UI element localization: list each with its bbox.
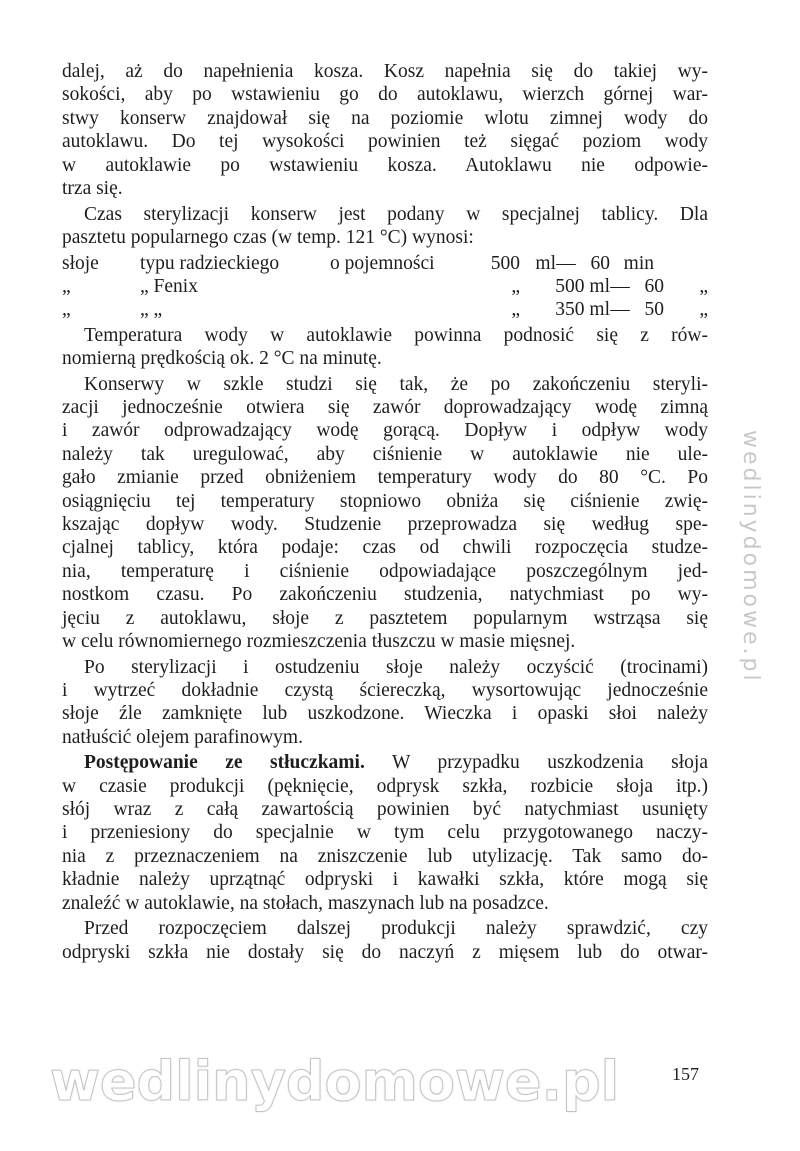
table-cell: „ Fenix	[140, 275, 198, 297]
table-row	[62, 252, 708, 275]
text-line: stwy konserw znajdował się na poziomie wlotu zimnej wody do	[62, 107, 708, 129]
paragraph	[62, 60, 708, 200]
text-line: należy tak uregulować, aby ciśnienie w autoklawie nie ule-	[62, 443, 708, 465]
text-line: autoklawu. Do tej wysokości powinien też sięgać poziom wody	[62, 131, 708, 153]
text-line: gało zmianie przed obniżeniem temperatury wody do 80 °C. Po	[62, 467, 708, 489]
table-cell: typu radzieckiego	[140, 252, 280, 274]
table-cell: —	[556, 252, 576, 274]
text-line: nia, temperaturę i ciśnienie odpowiadające poszczególnym jed-	[62, 560, 708, 582]
text-line: jęciu z autoklawu, słoje z pasztetem popularnym wstrząsa się	[62, 607, 708, 629]
table-cell: 350 ml	[555, 299, 610, 321]
text-line: nomierną prędkością ok. 2 °C na minutę.	[62, 348, 382, 370]
text-line: kładnie należy uprzątnąć odpryski i kawałki szkła, które mogą się	[62, 869, 708, 891]
diagonal-watermark: wedlinydomowe.pl	[738, 430, 763, 684]
paragraph	[62, 203, 708, 250]
table-row	[62, 275, 708, 298]
text-run: W przypadku uszkodzenia słoja	[364, 752, 708, 774]
paragraph	[62, 656, 708, 750]
table-cell: „	[62, 275, 71, 297]
text-block-top	[62, 60, 708, 249]
text-line: zacji jednocześnie otwiera się zawór doprowadzający wodę zimną	[62, 397, 708, 419]
text-line: Temperatura wody w autoklawie powinna podnosić się z rów-	[84, 324, 708, 346]
text-line	[62, 751, 708, 774]
text-line: natłuścić olejem parafinowym.	[62, 726, 303, 748]
text-line: pasztetu popularnego czas (w temp. 121 °C) wynosi:	[62, 226, 474, 248]
site-watermark: wedlinydomowe.pl	[50, 1050, 620, 1113]
page-number: 157	[672, 1064, 699, 1084]
text-line: kszając dopływ wody. Studzenie przeprowadza się według spe-	[62, 513, 708, 535]
table-cell: „	[511, 299, 520, 321]
text-block-main	[62, 324, 708, 964]
bold-heading: Postępowanie ze stłuczkami.	[84, 752, 365, 774]
table-cell	[330, 275, 466, 298]
text-line: cjalnej tablicy, która podaje: czas od chwili rozpoczęcia studze-	[62, 537, 708, 559]
paragraph	[62, 751, 708, 915]
paragraph	[62, 917, 708, 964]
table-cell: min	[623, 252, 654, 274]
text-line: w czasie produkcji (pęknięcie, odprysk szkła, rozbicie słoja itp.)	[62, 775, 708, 797]
table-cell: —	[610, 299, 630, 321]
table-cell: „	[511, 275, 520, 297]
paragraph	[62, 324, 708, 371]
text-line: dalej, aż do napełnienia kosza. Kosz napełnia się do takiej wy-	[62, 61, 708, 82]
text-line: nostkom czasu. Po zakończeniu studzenia, natychmiast po wy-	[62, 584, 708, 606]
text-line: trza się.	[62, 177, 123, 199]
text-line: Konserwy w szkle studzi się tak, że po zakończeniu steryli-	[84, 373, 708, 395]
table-cell: —	[610, 275, 630, 297]
text-line: znaleźć w autoklawie, na stołach, maszynach lub na posadzce.	[62, 892, 549, 914]
table-cell: „	[699, 275, 708, 297]
text-line: i przeniesiony do specjalnie w tym celu przygotowanego naczy-	[62, 822, 708, 844]
table-cell: 50	[644, 299, 664, 321]
text-line: Przed rozpoczęciem dalszej produkcji należy sprawdzić, czy	[84, 918, 708, 940]
table-cell: słoje	[62, 252, 99, 274]
text-line: i zawór odprowadzający wodę gorącą. Dopływ i odpływ wody	[62, 420, 708, 442]
sterilization-time-table	[62, 252, 708, 322]
table-cell: „ „	[140, 299, 163, 321]
table-cell: 500 ml	[555, 275, 610, 297]
text-line: i wytrzeć dokładnie czystą ściereczką, wysortowując jednocześnie	[62, 679, 708, 701]
table-cell: 60	[644, 275, 664, 297]
text-line: słój wraz z całą zawartością powinien być natychmiast usunięty	[62, 799, 708, 821]
text-line: Czas sterylizacji konserw jest podany w specjalnej tablicy. Dla	[84, 203, 708, 225]
table-row	[62, 298, 708, 321]
text-line: Po sterylizacji i ostudzeniu słoje należy oczyścić (trocinami)	[84, 656, 708, 678]
table-cell: ml	[535, 252, 556, 274]
table-cell: „	[699, 299, 708, 321]
table-cell: „	[62, 299, 71, 321]
text-line: w celu równomiernego rozmieszczenia tłuszczu w masie mięsnej.	[62, 630, 576, 652]
text-line: w autoklawie po wstawieniu kosza. Autoklawu nie odpowie-	[62, 154, 708, 176]
table-cell: 60	[590, 252, 610, 274]
text-line: osiągnięciu tej temperatury stopniowo obniża się ciśnienie zwię-	[62, 490, 708, 512]
text-line: sokości, aby po wstawieniu go do autoklawu, wierzch górnej war-	[62, 84, 708, 106]
text-line: nia z przeznaczeniem na zniszczenie lub utylizację. Tak samo do-	[62, 845, 708, 867]
table-cell	[330, 298, 466, 321]
page-body	[62, 60, 708, 966]
text-line: odpryski szkła nie dostały się do naczyń z mięsem lub do otwar-	[62, 941, 708, 963]
paragraph	[62, 373, 708, 654]
text-line: słoje źle zamknięte lub uszkodzone. Wieczka i opaski słoi należy	[62, 703, 708, 725]
table-cell: 500	[490, 252, 520, 274]
table-cell: o pojemności	[330, 252, 435, 274]
